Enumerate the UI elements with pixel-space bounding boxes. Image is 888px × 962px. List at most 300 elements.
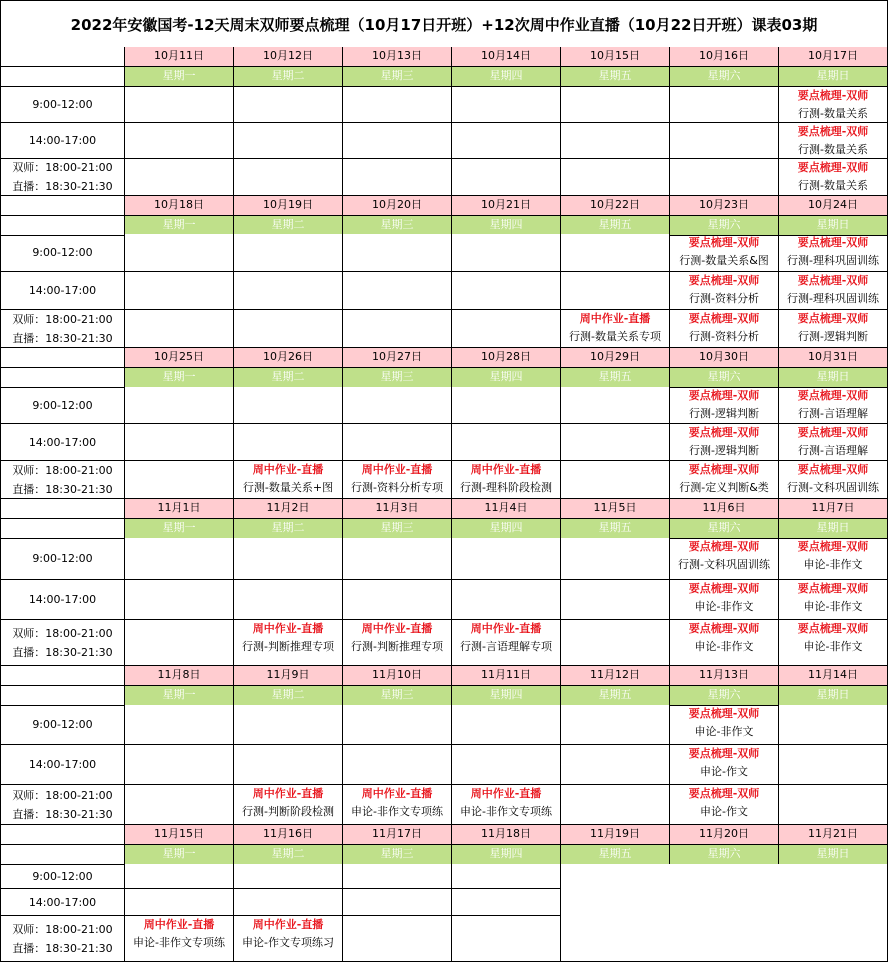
empty-cell [125, 159, 234, 196]
session-cell [779, 310, 888, 348]
session-subject: 行测-判断推理专项 [351, 640, 443, 653]
weekday-cell: 星期日 [779, 686, 888, 706]
session-type: 要点梳理-双师 [797, 622, 869, 635]
weekday-cell: 星期五 [561, 216, 670, 236]
session-cell [670, 387, 779, 424]
session-type: 要点梳理-双师 [688, 707, 760, 720]
weekday-cell: 星期五 [561, 368, 670, 388]
date-cell: 11月17日 [343, 825, 452, 845]
header-blank [0, 499, 125, 519]
header-blank [0, 686, 125, 706]
time-slot-label [0, 864, 125, 889]
weekday-cell: 星期四 [452, 845, 561, 865]
session-subject: 申论-非作文 [803, 600, 863, 613]
session-type: 周中作业-直播 [252, 918, 324, 931]
session-subject: 申论-非作文专项练 [351, 805, 443, 818]
time-slot-label [0, 785, 125, 825]
weekday-cell: 星期三 [343, 845, 452, 865]
session-subject: 行测-资料分析 [689, 330, 759, 343]
empty-cell [343, 745, 452, 785]
date-cell: 11月21日 [779, 825, 888, 845]
time-slot-label [0, 387, 125, 424]
empty-cell [343, 234, 452, 272]
time-slot-label [0, 234, 125, 272]
time-range: 双师：18:00-21:00 [12, 312, 113, 326]
time-range: 14:00-17:00 [28, 895, 97, 909]
date-cell: 11月10日 [343, 666, 452, 686]
session-subject: 行测-逻辑判断 [798, 330, 868, 343]
session-type: 周中作业-直播 [470, 787, 542, 800]
empty-cell [561, 538, 670, 580]
date-cell: 11月19日 [561, 825, 670, 845]
empty-cell [234, 87, 343, 123]
time-slot-label [0, 424, 125, 461]
session-type: 周中作业-直播 [470, 463, 542, 476]
session-type: 要点梳理-双师 [688, 582, 760, 595]
date-cell: 11月20日 [670, 825, 779, 845]
weekday-cell: 星期二 [234, 216, 343, 236]
empty-cell [561, 785, 670, 825]
empty-cell [452, 889, 561, 916]
session-type: 要点梳理-双师 [797, 274, 869, 287]
date-cell: 11月14日 [779, 666, 888, 686]
empty-cell [343, 123, 452, 159]
date-cell: 11月4日 [452, 499, 561, 519]
session-subject: 申论-非作文 [803, 558, 863, 571]
date-cell: 11月18日 [452, 825, 561, 845]
weekday-cell: 星期四 [452, 686, 561, 706]
weekday-cell: 星期二 [234, 67, 343, 87]
session-type: 周中作业-直播 [252, 787, 324, 800]
session-cell [670, 745, 779, 785]
time-slot-label [0, 123, 125, 159]
session-subject: 行测-判断阶段检测 [242, 805, 334, 818]
time-range: 9:00-12:00 [32, 398, 93, 412]
empty-cell [561, 159, 670, 196]
empty-cell [452, 916, 561, 962]
date-cell: 10月28日 [452, 348, 561, 368]
empty-cell [125, 705, 234, 745]
session-cell [779, 234, 888, 272]
weekday-cell: 星期二 [234, 686, 343, 706]
header-blank [0, 519, 125, 539]
date-cell: 10月19日 [234, 196, 343, 216]
time-slot-label [0, 87, 125, 123]
empty-cell [452, 310, 561, 348]
empty-cell [234, 272, 343, 310]
session-cell [779, 424, 888, 461]
weekday-cell: 星期五 [561, 519, 670, 539]
empty-cell [343, 87, 452, 123]
session-subject: 申论-非作文 [694, 640, 754, 653]
weekday-cell: 星期四 [452, 368, 561, 388]
session-cell [670, 234, 779, 272]
weekday-cell: 星期五 [561, 686, 670, 706]
empty-cell [234, 234, 343, 272]
session-cell [779, 123, 888, 159]
session-subject: 申论-作文 [700, 765, 748, 778]
session-cell [670, 785, 779, 825]
empty-cell [234, 538, 343, 580]
session-subject: 行测-理科巩固训练 [787, 292, 879, 305]
weekday-cell: 星期日 [779, 368, 888, 388]
weekday-cell: 星期三 [343, 519, 452, 539]
session-cell [670, 705, 779, 745]
date-cell: 11月7日 [779, 499, 888, 519]
date-cell: 10月24日 [779, 196, 888, 216]
session-type: 要点梳理-双师 [688, 622, 760, 635]
session-type: 周中作业-直播 [361, 787, 433, 800]
time-range: 14:00-17:00 [28, 435, 97, 449]
empty-cell [561, 745, 670, 785]
session-subject: 行测-言语理解 [798, 407, 868, 420]
session-subject: 行测-理科阶段检测 [460, 481, 552, 494]
empty-cell [779, 745, 888, 785]
time-slot-label [0, 916, 125, 962]
weekday-cell: 星期日 [779, 216, 888, 236]
session-cell [670, 310, 779, 348]
session-cell [670, 424, 779, 461]
session-cell [670, 620, 779, 666]
schedule-title: 2022年安徽国考-12天周末双师要点梳理（10月17日开班）+12次周中作业直播（10月22日开班）课表03期 [0, 0, 888, 48]
session-cell [343, 461, 452, 499]
empty-cell [452, 705, 561, 745]
empty-cell [234, 123, 343, 159]
session-type: 要点梳理-双师 [797, 582, 869, 595]
session-cell [779, 87, 888, 123]
date-cell: 10月29日 [561, 348, 670, 368]
date-cell: 11月9日 [234, 666, 343, 686]
time-range: 双师：18:00-21:00 [12, 626, 113, 640]
session-type: 要点梳理-双师 [797, 89, 869, 102]
time-slot-label [0, 159, 125, 196]
weekday-cell: 星期日 [779, 519, 888, 539]
weekday-cell: 星期五 [561, 67, 670, 87]
empty-cell [779, 705, 888, 745]
session-cell [670, 538, 779, 580]
session-subject: 申论-作文 [700, 805, 748, 818]
date-cell: 10月21日 [452, 196, 561, 216]
weekday-cell: 星期六 [670, 686, 779, 706]
weekday-cell: 星期三 [343, 368, 452, 388]
weekday-cell: 星期一 [125, 368, 234, 388]
empty-cell [452, 123, 561, 159]
weekday-cell: 星期六 [670, 368, 779, 388]
session-type: 要点梳理-双师 [797, 236, 869, 249]
session-type: 要点梳理-双师 [688, 463, 760, 476]
session-type: 要点梳理-双师 [797, 125, 869, 138]
session-type: 周中作业-直播 [579, 312, 651, 325]
session-cell [779, 461, 888, 499]
session-type: 要点梳理-双师 [797, 426, 869, 439]
empty-cell [125, 387, 234, 424]
date-cell: 11月8日 [125, 666, 234, 686]
empty-cell [125, 580, 234, 620]
header-blank [0, 216, 125, 236]
time-range: 9:00-12:00 [32, 98, 93, 111]
empty-cell [561, 424, 670, 461]
empty-cell [452, 864, 561, 889]
time-range: 14:00-17:00 [28, 134, 97, 147]
time-range: 9:00-12:00 [32, 552, 93, 565]
date-cell: 11月12日 [561, 666, 670, 686]
session-subject: 行测-逻辑判断 [689, 407, 759, 420]
date-cell: 11月13日 [670, 666, 779, 686]
empty-cell [343, 272, 452, 310]
session-cell [670, 272, 779, 310]
session-cell [561, 310, 670, 348]
weekday-cell: 星期一 [125, 686, 234, 706]
empty-cell [561, 387, 670, 424]
session-cell [779, 272, 888, 310]
session-subject: 行测-文科巩固训练 [787, 481, 879, 494]
empty-cell [234, 424, 343, 461]
session-cell [779, 580, 888, 620]
empty-cell [343, 864, 452, 889]
session-subject: 行测-言语理解专项 [460, 640, 552, 653]
empty-cell [452, 234, 561, 272]
time-range: 9:00-12:00 [32, 246, 93, 259]
session-subject: 行测-数量关系 [798, 179, 868, 192]
date-cell: 10月13日 [343, 47, 452, 67]
session-subject: 行测-逻辑判断 [689, 444, 759, 457]
time-range: 14:00-17:00 [28, 758, 97, 771]
header-blank [0, 825, 125, 845]
empty-cell [234, 745, 343, 785]
weekday-cell: 星期日 [779, 845, 888, 865]
session-type: 周中作业-直播 [470, 622, 542, 635]
session-cell [779, 387, 888, 424]
empty-cell [234, 387, 343, 424]
session-subject: 行测-判断推理专项 [242, 640, 334, 653]
time-range: 14:00-17:00 [28, 284, 97, 297]
session-cell [452, 620, 561, 666]
header-blank [0, 47, 125, 67]
session-type: 周中作业-直播 [252, 463, 324, 476]
session-subject: 行测-数量关系专项 [569, 330, 661, 343]
time-range: 9:00-12:00 [32, 718, 93, 731]
date-cell: 10月11日 [125, 47, 234, 67]
session-type: 周中作业-直播 [361, 463, 433, 476]
date-cell: 11月15日 [125, 825, 234, 845]
session-type: 要点梳理-双师 [688, 426, 760, 439]
empty-cell [125, 864, 234, 889]
empty-cell [561, 272, 670, 310]
empty-cell [452, 159, 561, 196]
weekday-cell: 星期四 [452, 67, 561, 87]
weekday-cell: 星期三 [343, 216, 452, 236]
time-slot-label [0, 461, 125, 499]
date-cell: 11月2日 [234, 499, 343, 519]
session-type: 要点梳理-双师 [688, 312, 760, 325]
empty-cell [125, 424, 234, 461]
session-subject: 申论-非作文 [694, 600, 754, 613]
empty-cell [343, 159, 452, 196]
session-cell [452, 785, 561, 825]
empty-cell [125, 538, 234, 580]
empty-cell [343, 387, 452, 424]
date-cell: 11月16日 [234, 825, 343, 845]
empty-cell [779, 785, 888, 825]
weekday-cell: 星期一 [125, 216, 234, 236]
empty-cell [125, 745, 234, 785]
session-cell [234, 461, 343, 499]
session-type: 要点梳理-双师 [688, 540, 760, 553]
empty-cell [670, 87, 779, 123]
empty-cell [452, 580, 561, 620]
date-cell: 11月3日 [343, 499, 452, 519]
time-range: 直播：18:30-21:30 [12, 482, 113, 496]
session-subject: 行测-言语理解 [798, 444, 868, 457]
empty-cell [452, 387, 561, 424]
time-slot-label [0, 580, 125, 620]
session-type: 周中作业-直播 [361, 622, 433, 635]
date-cell: 11月6日 [670, 499, 779, 519]
empty-cell [343, 580, 452, 620]
time-slot-label [0, 745, 125, 785]
header-blank [0, 666, 125, 686]
empty-cell [343, 889, 452, 916]
weekday-cell: 星期一 [125, 519, 234, 539]
date-cell: 10月16日 [670, 47, 779, 67]
weekday-cell: 星期六 [670, 519, 779, 539]
session-subject: 申论-非作文 [803, 640, 863, 653]
weekday-cell: 星期六 [670, 216, 779, 236]
empty-cell [125, 785, 234, 825]
session-cell [234, 916, 343, 962]
empty-cell [561, 620, 670, 666]
time-range: 9:00-12:00 [32, 869, 93, 883]
session-cell [670, 461, 779, 499]
header-blank [0, 67, 125, 87]
session-cell [234, 785, 343, 825]
empty-cell [561, 234, 670, 272]
time-range: 双师：18:00-21:00 [12, 463, 113, 477]
session-type: 要点梳理-双师 [797, 463, 869, 476]
date-cell: 10月22日 [561, 196, 670, 216]
empty-cell [234, 864, 343, 889]
date-cell: 11月5日 [561, 499, 670, 519]
session-cell [779, 538, 888, 580]
weekday-cell: 星期五 [561, 845, 670, 865]
session-type: 要点梳理-双师 [688, 389, 760, 402]
session-type: 要点梳理-双师 [688, 274, 760, 287]
empty-cell [561, 705, 670, 745]
empty-cell [125, 889, 234, 916]
date-cell: 11月11日 [452, 666, 561, 686]
empty-cell [125, 620, 234, 666]
date-cell: 10月25日 [125, 348, 234, 368]
session-type: 要点梳理-双师 [797, 540, 869, 553]
date-cell: 10月26日 [234, 348, 343, 368]
weekday-cell: 星期二 [234, 368, 343, 388]
weekday-cell: 星期四 [452, 216, 561, 236]
session-cell [125, 916, 234, 962]
session-subject: 行测-资料分析专项 [351, 481, 443, 494]
time-range: 直播：18:30-21:30 [12, 941, 113, 955]
header-blank [0, 845, 125, 865]
time-range: 14:00-17:00 [28, 593, 97, 606]
session-type: 要点梳理-双师 [688, 747, 760, 760]
date-cell: 10月12日 [234, 47, 343, 67]
time-range: 直播：18:30-21:30 [12, 331, 113, 345]
session-cell [779, 159, 888, 196]
session-subject: 行测-数量关系 [798, 107, 868, 120]
empty-cell [125, 310, 234, 348]
header-blank [0, 348, 125, 368]
session-type: 要点梳理-双师 [688, 787, 760, 800]
time-range: 双师：18:00-21:00 [12, 922, 113, 936]
session-subject: 行测-数量关系 [798, 143, 868, 156]
session-subject: 行测-文科巩固训练 [678, 558, 770, 571]
header-blank [0, 368, 125, 388]
empty-cell [343, 538, 452, 580]
date-cell: 10月23日 [670, 196, 779, 216]
session-cell [234, 620, 343, 666]
weekday-cell: 星期六 [670, 845, 779, 865]
time-slot-label [0, 538, 125, 580]
session-subject: 行测-资料分析 [689, 292, 759, 305]
date-cell: 10月31日 [779, 348, 888, 368]
date-cell: 10月18日 [125, 196, 234, 216]
date-cell: 10月30日 [670, 348, 779, 368]
time-range: 双师：18:00-21:00 [12, 161, 113, 174]
date-cell: 10月27日 [343, 348, 452, 368]
session-type: 周中作业-直播 [143, 918, 215, 931]
session-subject: 行测-理科巩固训练 [787, 254, 879, 267]
time-slot-label [0, 889, 125, 916]
empty-cell [234, 310, 343, 348]
date-cell: 10月17日 [779, 47, 888, 67]
session-subject: 行测-定义判断&类 [679, 481, 769, 494]
session-subject: 申论-非作文专项练 [133, 936, 225, 949]
date-cell: 10月14日 [452, 47, 561, 67]
weekday-cell: 星期一 [125, 67, 234, 87]
empty-cell [343, 916, 452, 962]
session-subject: 申论-非作文 [694, 725, 754, 738]
empty-cell [125, 461, 234, 499]
session-cell [343, 620, 452, 666]
session-type: 要点梳理-双师 [797, 161, 869, 174]
empty-cell [670, 159, 779, 196]
session-cell [452, 461, 561, 499]
time-range: 直播：18:30-21:30 [12, 180, 113, 193]
date-cell: 11月1日 [125, 499, 234, 519]
weekday-cell: 星期三 [343, 67, 452, 87]
empty-cell [670, 123, 779, 159]
weekday-cell: 星期二 [234, 519, 343, 539]
empty-cell [234, 889, 343, 916]
empty-cell [452, 87, 561, 123]
empty-cell [561, 87, 670, 123]
empty-cell [343, 310, 452, 348]
time-slot-label [0, 310, 125, 348]
empty-cell [234, 705, 343, 745]
weekday-cell: 星期四 [452, 519, 561, 539]
empty-cell [343, 705, 452, 745]
session-type: 周中作业-直播 [252, 622, 324, 635]
empty-area [561, 864, 888, 962]
session-type: 要点梳理-双师 [688, 236, 760, 249]
header-blank [0, 196, 125, 216]
time-range: 直播：18:30-21:30 [12, 807, 113, 821]
session-subject: 行测-数量关系+图 [242, 481, 334, 494]
weekday-cell: 星期二 [234, 845, 343, 865]
empty-cell [561, 461, 670, 499]
empty-cell [125, 234, 234, 272]
weekday-cell: 星期六 [670, 67, 779, 87]
session-subject: 申论-非作文专项练 [460, 805, 552, 818]
